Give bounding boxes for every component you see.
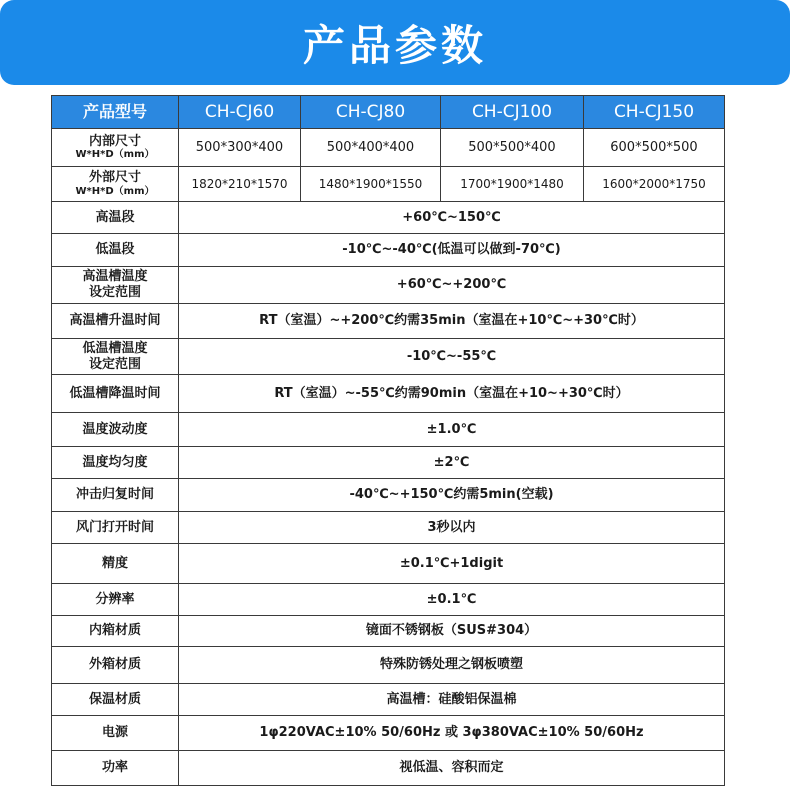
row-label: 分辨率 (52, 584, 179, 616)
cell-value: RT（室温）~-55℃约需90min（室温在+10~+30℃时） (179, 375, 725, 413)
table-row (52, 129, 725, 167)
cell-value: 600*500*500 (584, 129, 725, 167)
table-row (52, 479, 725, 512)
row-label (52, 129, 179, 167)
cell-value: -10℃~-55℃ (179, 339, 725, 375)
cell-value: 1600*2000*1750 (584, 167, 725, 202)
row-label: 高温段 (52, 202, 179, 234)
cell-value: 1700*1900*1480 (441, 167, 584, 202)
cell-value: ±1.0℃ (179, 413, 725, 447)
cell-value: 1φ220VAC±10% 50/60Hz 或 3φ380VAC±10% 50/60Hz (179, 716, 725, 751)
table-row (52, 304, 725, 339)
spec-table (51, 95, 725, 786)
row-label-text: 高温槽温度 (82, 269, 148, 285)
row-label-text: 内部尺寸 (88, 133, 141, 149)
table-header-row (52, 96, 725, 129)
title-banner (0, 0, 790, 85)
model-name: CH-CJ150 (584, 96, 725, 129)
cell-value: RT（室温）~+200℃约需35min（室温在+10℃~+30℃时） (179, 304, 725, 339)
row-label (52, 267, 179, 304)
row-label: 温度均匀度 (52, 447, 179, 479)
cell-value: 1820*210*1570 (179, 167, 301, 202)
row-label: 低温槽降温时间 (52, 375, 179, 413)
table-row (52, 647, 725, 684)
row-label (52, 167, 179, 202)
table-row (52, 512, 725, 544)
cell-value: ±0.1℃ (179, 584, 725, 616)
cell-value: ±2℃ (179, 447, 725, 479)
table-row (52, 584, 725, 616)
row-label-text: 设定范围 (88, 356, 141, 372)
page-title: 产品参数 (302, 20, 487, 70)
row-label: 温度波动度 (52, 413, 179, 447)
table-row (52, 751, 725, 786)
cell-value: 500*500*400 (441, 129, 584, 167)
table-row (52, 339, 725, 375)
cell-value: +60℃~+200℃ (179, 267, 725, 304)
cell-value: -40℃~+150℃约需5min(空载) (179, 479, 725, 512)
table-row (52, 167, 725, 202)
cell-value: 500*300*400 (179, 129, 301, 167)
table-row (52, 234, 725, 267)
cell-value: 特殊防锈处理之钢板喷塑 (179, 647, 725, 684)
cell-value: 镜面不锈钢板（SUS#304） (179, 616, 725, 647)
row-label (52, 339, 179, 375)
cell-value: 1480*1900*1550 (301, 167, 441, 202)
row-label: 内箱材质 (52, 616, 179, 647)
table-row (52, 267, 725, 304)
row-label: 风门打开时间 (52, 512, 179, 544)
row-label: 电源 (52, 716, 179, 751)
row-label-unit: W*H*D（mm） (75, 185, 155, 197)
table-row (52, 202, 725, 234)
row-label: 低温段 (52, 234, 179, 267)
cell-value: -10℃~-40℃(低温可以做到-70℃) (179, 234, 725, 267)
model-name: CH-CJ80 (301, 96, 441, 129)
table-row (52, 447, 725, 479)
cell-value: 500*400*400 (301, 129, 441, 167)
row-label-unit: W*H*D（mm） (75, 149, 155, 161)
table-row (52, 684, 725, 716)
row-label: 精度 (52, 544, 179, 584)
table-row (52, 616, 725, 647)
cell-value: 视低温、容积而定 (179, 751, 725, 786)
cell-value: +60℃~150℃ (179, 202, 725, 234)
model-name: CH-CJ60 (179, 96, 301, 129)
row-label: 冲击归复时间 (52, 479, 179, 512)
row-label: 高温槽升温时间 (52, 304, 179, 339)
row-label: 外箱材质 (52, 647, 179, 684)
table-row (52, 716, 725, 751)
model-header-label: 产品型号 (52, 96, 179, 129)
row-label: 保温材质 (52, 684, 179, 716)
table-row (52, 375, 725, 413)
cell-value: 高温槽：硅酸铝保温棉 (179, 684, 725, 716)
row-label: 功率 (52, 751, 179, 786)
model-name: CH-CJ100 (441, 96, 584, 129)
row-label-text: 设定范围 (88, 285, 141, 300)
row-label-text: 低温槽温度 (82, 340, 148, 356)
cell-value: ±0.1℃+1digit (179, 544, 725, 584)
row-label-text: 外部尺寸 (88, 170, 141, 186)
table-row (52, 544, 725, 584)
table-row (52, 413, 725, 447)
cell-value: 3秒以内 (179, 512, 725, 544)
